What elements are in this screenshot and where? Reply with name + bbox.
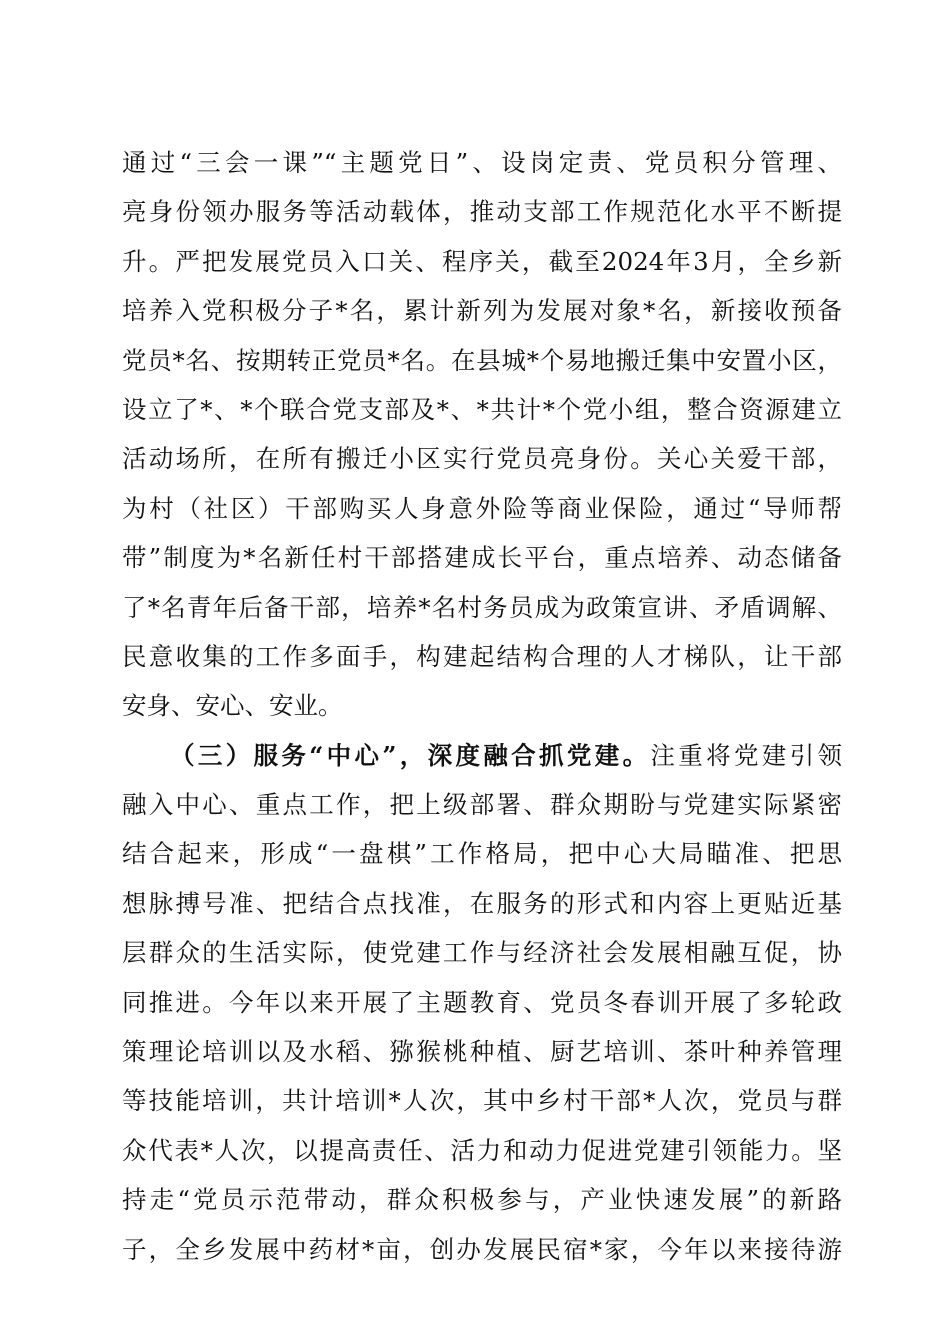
text-line: 等技能培训，共计培训*人次，其中乡村干部*人次，党员与群 bbox=[122, 1086, 842, 1116]
section-first-line-text: 注重将党建引领 bbox=[650, 740, 842, 770]
text-line: 升。严把发展党员入口关、程序关，截至2024年3月，全乡新 bbox=[122, 246, 842, 276]
section-first-line bbox=[122, 731, 842, 780]
text-line: 培养入党积极分子*名，累计新列为发展对象*名，新接收预备 bbox=[122, 296, 842, 326]
text-line: 策理论培训以及水稻、猕猴桃种植、厨艺培训、茶叶种养管理 bbox=[122, 1037, 842, 1067]
text-line: 设立了*、*个联合党支部及*、*共计*个党小组，整合资源建立 bbox=[122, 394, 842, 424]
text-line: 为村（社区）干部购买人身意外险等商业保险，通过“导师帮 bbox=[122, 493, 842, 523]
text-line: 带”制度为*名新任村干部搭建成长平台，重点培养、动态储备 bbox=[122, 543, 842, 573]
section-heading: （三）服务“中心”，深度融合抓党建。 bbox=[170, 740, 651, 770]
text-line: 同推进。今年以来开展了主题教育、党员冬春训开展了多轮政 bbox=[122, 987, 842, 1017]
body-text bbox=[122, 138, 842, 1274]
text-line: 结合起来，形成“一盘棋”工作格局，把中心大局瞄准、把思 bbox=[122, 839, 842, 869]
text-line: 通过“三会一课”“主题党日”、设岗定责、党员积分管理、 bbox=[122, 148, 842, 177]
text-line: 安身、安心、安业。 bbox=[122, 691, 343, 721]
text-line: 想脉搏号准、把结合点找准，在服务的形式和内容上更贴近基 bbox=[122, 888, 842, 918]
text-line: 层群众的生活实际，使党建工作与经济社会发展相融互促，协 bbox=[122, 938, 842, 968]
text-line: 子，全乡发展中药材*亩，创办发展民宿*家，今年以来接待游 bbox=[122, 1234, 842, 1264]
text-line: 众代表*人次，以提高责任、活力和动力促进党建引领能力。坚 bbox=[122, 1135, 842, 1165]
text-line: 活动场所，在所有搬迁小区实行党员亮身份。关心关爱干部， bbox=[122, 444, 842, 474]
text-line: 亮身份领办服务等活动载体，推动支部工作规范化水平不断提 bbox=[122, 197, 842, 227]
text-line: 融入中心、重点工作，把上级部署、群众期盼与党建实际紧密 bbox=[122, 790, 842, 820]
text-line: 了*名青年后备干部，培养*名村务员成为政策宣讲、矛盾调解、 bbox=[122, 592, 842, 622]
text-line: 党员*名、按期转正党员*名。在县城*个易地搬迁集中安置小区， bbox=[122, 345, 842, 375]
text-line: 持走“党员示范带动，群众积极参与，产业快速发展”的新路 bbox=[122, 1185, 842, 1215]
text-line: 民意收集的工作多面手，构建起结构合理的人才梯队，让干部 bbox=[122, 641, 842, 671]
